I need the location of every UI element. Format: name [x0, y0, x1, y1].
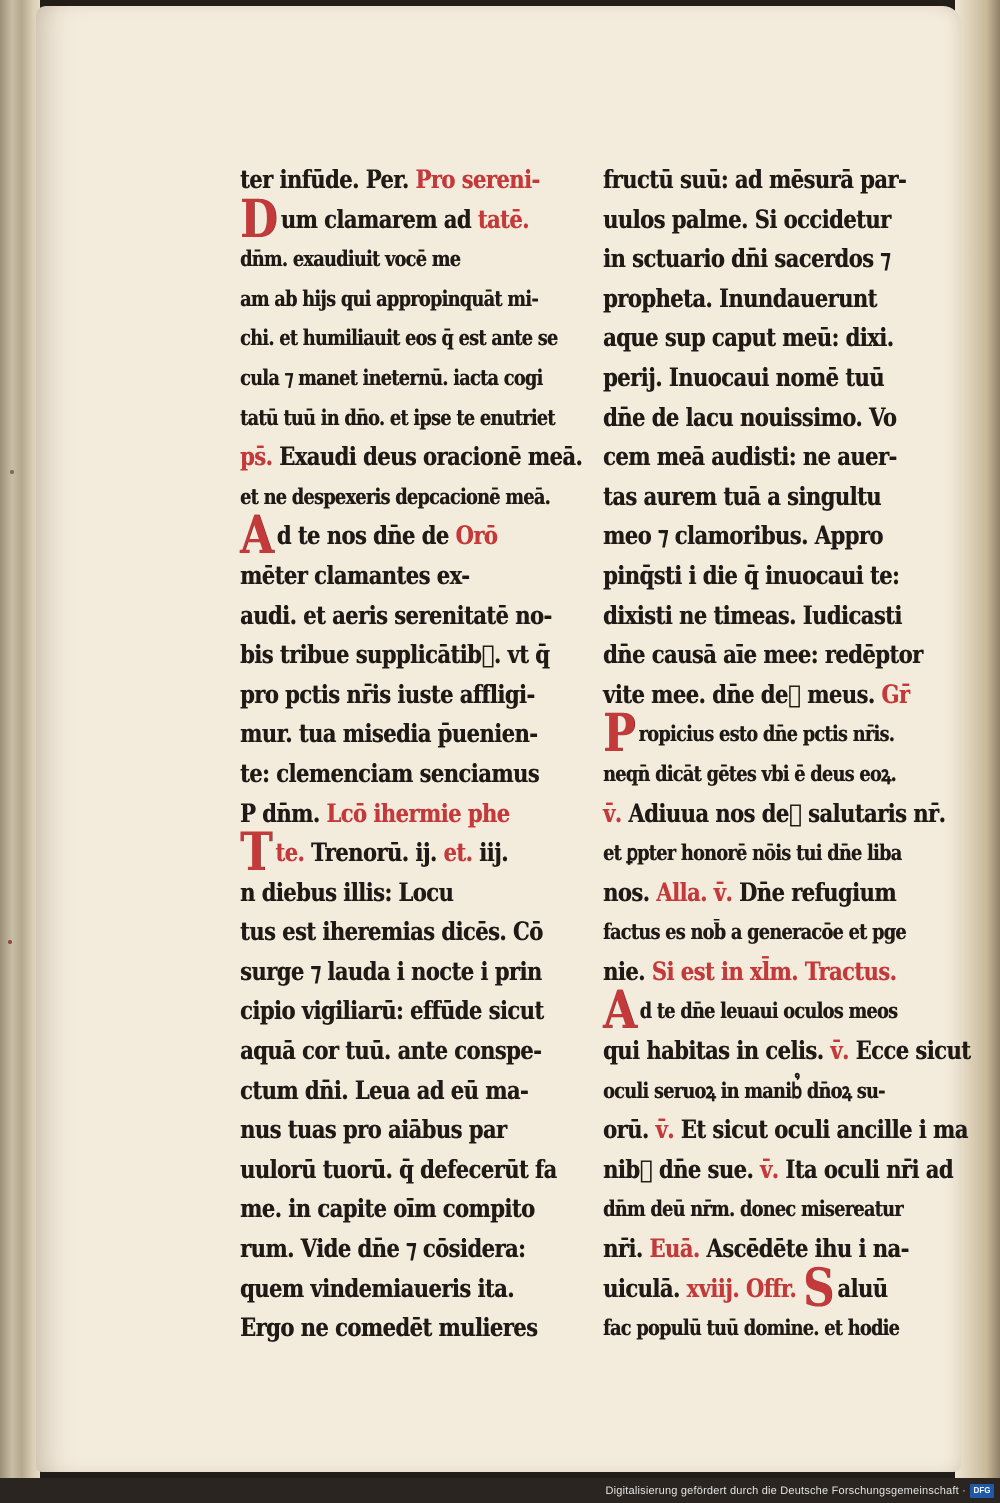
text-line: [240, 635, 550, 675]
text-line: [240, 1229, 526, 1269]
text-line: [240, 398, 555, 438]
text-line: [603, 596, 902, 636]
footer-credit-text: Digitalisierung gefördert durch die Deutsche Forschungsgemeinschaft ·: [605, 1484, 966, 1497]
text-line: [240, 596, 552, 636]
text-line: [603, 1189, 903, 1229]
text-line: [603, 1308, 900, 1348]
text-segment: P dn̄m.: [240, 798, 327, 828]
rubric-text: v̄.: [655, 1115, 681, 1145]
text-segment: pinq̄sti i die q̄ inuocaui te:: [603, 560, 900, 590]
text-segment: rum. Vide dn̄e ⁊ cōsidera:: [240, 1234, 526, 1264]
text-line: [240, 1308, 538, 1348]
text-segment: d te dn̄e leuaui oculos meos: [639, 998, 898, 1024]
text-line: [240, 160, 540, 200]
rubric-text: Pro sereni-: [415, 165, 540, 194]
text-line: [603, 200, 891, 240]
text-segment: Trenorū. ij.: [311, 838, 444, 868]
text-line: [603, 318, 894, 358]
text-segment: in sctuario dn̄i sacerdos ⁊: [603, 244, 891, 274]
text-line: [603, 1150, 953, 1190]
text-line: [240, 318, 558, 358]
text-segment: factus es nob̄ a generacōe et pge: [603, 919, 906, 945]
text-line: [240, 477, 550, 517]
rubric-text: Lcō ihermie phe: [326, 798, 510, 828]
text-segment: ctum dn̄i. Leua ad eū ma-: [240, 1075, 529, 1105]
text-line: [240, 505, 502, 567]
text-line: [240, 675, 535, 715]
text-segment: Dn̄e refugium: [738, 877, 896, 907]
text-segment: dixisti ne timeas. Iudicasti: [603, 600, 902, 630]
text-segment: Ecce sicut: [855, 1036, 971, 1066]
text-segment: uulos palme. Si occidetur: [603, 204, 891, 234]
text-line: [603, 1257, 888, 1319]
text-line: [603, 1110, 968, 1150]
text-line: [603, 703, 895, 765]
rubric-text: Alla. v̄.: [656, 877, 739, 907]
rubric-text: v̄.: [759, 1154, 786, 1184]
rubric-text: Orō: [455, 521, 498, 551]
text-line: [603, 980, 898, 1042]
left-text-column: [240, 160, 583, 1348]
text-segment: quem vindemiaueris ita.: [240, 1273, 514, 1303]
text-segment: mur. tua misedia p̄uenien-: [240, 719, 538, 749]
text-segment: et ꝑpter honorē nōis tui dn̄e liba: [603, 840, 902, 866]
footer-band: [0, 1478, 1000, 1503]
text-line: [240, 358, 543, 398]
text-segment: bis tribue supplicātib᷒. vt q̄: [240, 640, 550, 670]
text-segment: Adiuua nos de᷒ salutaris nr̄.: [628, 798, 946, 828]
text-segment: nus tuas pro aiābus par: [240, 1115, 507, 1145]
text-line: [603, 833, 902, 873]
text-segment: neqn̄ dicāt gētes vbi ē deus eoꝝ.: [603, 760, 896, 786]
text-segment: nib᷒ dn̄e sue.: [603, 1154, 760, 1184]
text-segment: propheta. Inundauerunt: [603, 283, 877, 313]
text-segment: fructū suū: ad mēsurā par-: [603, 165, 907, 194]
text-line: [603, 1031, 971, 1071]
text-segment: tus est iheremias dicēs. Cō: [240, 917, 543, 947]
red-initial: A: [240, 505, 274, 567]
text-line: [603, 239, 891, 279]
text-line: [240, 1269, 514, 1309]
text-segment: qui habitas in celis.: [603, 1036, 831, 1066]
text-line: [240, 437, 583, 477]
text-segment: et ne despexeris depcacionē meā.: [240, 483, 550, 509]
text-segment: oculi seruoꝝ in manib᷒ dn̄oꝝ su-: [603, 1077, 885, 1103]
rubric-text: ps̄.: [240, 442, 280, 472]
text-segment: aquā cor tuū. ante conspe-: [240, 1036, 542, 1066]
text-segment: vite mee. dn̄e de᷒ meus.: [603, 679, 882, 709]
page-stack-edge: [955, 0, 1000, 1478]
text-line: [603, 437, 897, 477]
rubric-text: tatē.: [477, 204, 529, 234]
red-initial: T: [240, 822, 273, 884]
text-segment: te: clemenciam senciamus: [240, 758, 540, 788]
text-segment: Exaudi deus oracionē meā.: [279, 442, 583, 472]
text-line: [240, 991, 544, 1031]
text-line: [240, 1071, 529, 1111]
rubric-text: Si est in xl̄m. Tractus.: [651, 956, 897, 986]
text-line: [240, 952, 542, 992]
text-segment: Ascēdēte ihu i na-: [706, 1234, 909, 1264]
text-segment: aque sup caput meū: dixi.: [603, 323, 894, 353]
text-line: [240, 912, 543, 952]
text-line: [603, 754, 896, 794]
red-initial: S: [802, 1257, 834, 1319]
edge-mark: [10, 470, 14, 474]
text-segment: pro pctis nr̄is iuste affligi-: [240, 679, 535, 709]
text-segment: dn̄e de lacu nouissimo. Vo: [603, 402, 897, 432]
book-spine-edge: [0, 0, 40, 1478]
rubric-text: Gr̄: [881, 679, 910, 709]
text-line: [240, 188, 529, 250]
text-segment: tas aurem tuā a singultu: [603, 481, 881, 511]
text-segment: fac populū tuū domine. et hodie: [603, 1315, 900, 1341]
rubric-text: v̄.: [830, 1036, 856, 1066]
text-line: [240, 556, 502, 596]
text-line: [603, 279, 877, 319]
rubric-text: Euā.: [649, 1234, 707, 1264]
rubric-text: te.: [275, 838, 312, 868]
text-line: [603, 160, 907, 200]
text-line: [603, 873, 896, 913]
text-line: [240, 873, 502, 913]
text-line: [603, 556, 900, 596]
text-segment: nr̄i.: [603, 1234, 650, 1264]
text-segment: audi. et aeris serenitatē no-: [240, 600, 552, 630]
text-segment: d te nos dn̄e de: [276, 521, 456, 551]
text-segment: meo ⁊ clamoribus. Appro: [603, 521, 883, 551]
text-line: [240, 239, 502, 279]
text-line: [603, 1071, 885, 1111]
text-line: [603, 794, 946, 834]
text-line: [603, 516, 883, 556]
text-line: [603, 477, 881, 517]
text-segment: surge ⁊ lauda i nocte i prin: [240, 956, 542, 986]
text-line: [240, 714, 538, 754]
text-segment: uiculā.: [603, 1273, 687, 1303]
text-segment: perij. Inuocaui nomē tuū: [603, 362, 884, 392]
text-segment: tatū tuū in dn̄o. et ipse te enutriet: [240, 404, 555, 430]
text-segment: dn̄e causā aīe mee: redēptor: [603, 640, 923, 670]
text-segment: dn̄m deū nr̄m. donec misereatur: [603, 1196, 903, 1222]
edge-mark: [8, 940, 12, 944]
text-line: [603, 952, 897, 992]
red-initial: D: [240, 188, 278, 250]
text-segment: um clamarem ad: [280, 204, 478, 234]
text-line: [603, 675, 910, 715]
rubric-text: et.: [443, 838, 480, 868]
text-line: [240, 1110, 507, 1150]
text-line: [240, 279, 538, 319]
text-segment: aluū: [837, 1273, 888, 1303]
show-through-heading: [330, 112, 650, 152]
text-segment: n diebus illis: Locu: [240, 877, 454, 907]
text-segment: Et sicut oculi ancille i ma: [680, 1115, 968, 1145]
text-line: [240, 1189, 535, 1229]
text-segment: mēter clamantes ex-: [240, 560, 470, 590]
text-segment: orū.: [603, 1115, 656, 1145]
text-line: [603, 398, 897, 438]
text-segment: cipio vigiliarū: effūde sicut: [240, 996, 544, 1026]
red-initial: A: [603, 980, 637, 1042]
text-line: [240, 1150, 557, 1190]
text-line: [603, 635, 923, 675]
text-segment: cula ⁊ manet ineternū. iacta cogi: [240, 364, 543, 390]
rubric-text: v̄.: [603, 798, 629, 828]
text-segment: Ita oculi nr̄i ad: [785, 1154, 953, 1184]
text-line: [240, 754, 540, 794]
text-line: [240, 822, 508, 884]
text-line: [240, 1031, 542, 1071]
text-segment: am ab hijs qui appropinquāt mi-: [240, 285, 538, 311]
text-segment: Ergo ne comedēt mulieres: [240, 1313, 538, 1343]
text-segment: ropicius esto dn̄e pctis nr̄is.: [638, 721, 895, 747]
red-initial: P: [603, 703, 636, 765]
text-segment: me. in capite oīm compito: [240, 1194, 535, 1224]
text-segment: ter infūde. Per.: [240, 165, 416, 194]
text-segment: nos.: [603, 877, 657, 907]
rubric-text: xviij. Offr.: [686, 1273, 803, 1303]
text-segment: cem meā audisti: ne auer-: [603, 442, 897, 472]
text-segment: iij.: [479, 838, 508, 868]
dfg-logo: DFG: [970, 1484, 994, 1498]
right-text-column: [603, 160, 971, 1348]
text-segment: uulorū tuorū. q̄ defecerūt fa: [240, 1154, 557, 1184]
text-segment: chi. et humiliauit eos q̄ est ante se: [240, 325, 558, 351]
text-line: [603, 912, 906, 952]
text-line: [240, 794, 510, 834]
text-segment: dn̄m. exaudiuit vocē me: [240, 246, 461, 272]
text-line: [603, 358, 884, 398]
text-segment: nie.: [603, 956, 652, 986]
